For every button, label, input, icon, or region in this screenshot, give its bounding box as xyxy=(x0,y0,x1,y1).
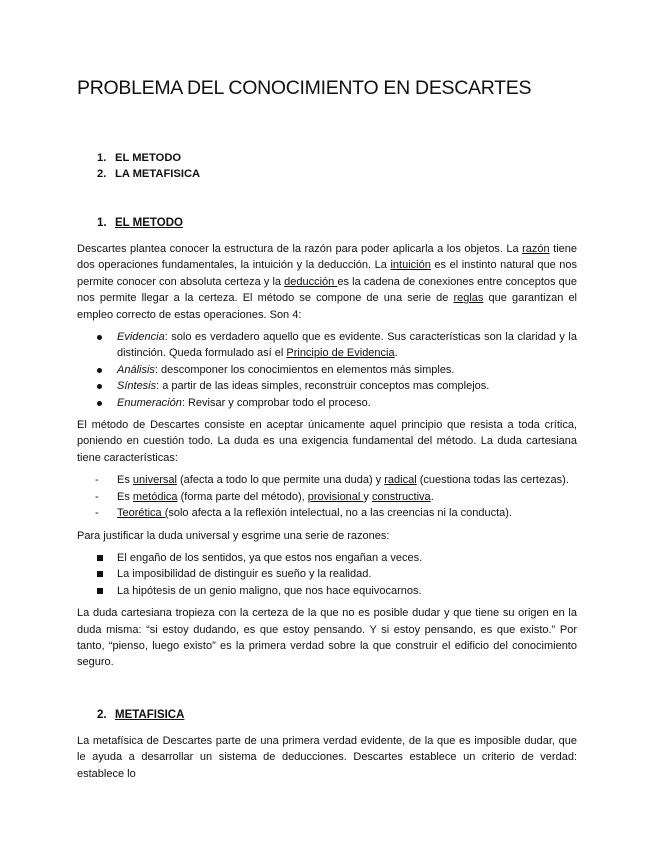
list-item: - Teorética (solo afecta a la reflexión intelectual, no a las creencias ni la conducta). xyxy=(77,505,577,521)
dash-icon: - xyxy=(95,507,99,520)
dash-icon: - xyxy=(95,490,99,503)
paragraph: La metafísica de Descartes parte de una primera verdad evidente, de la que es imposible dudar, que le ayuda a desarrollar un sistema de deducciones. Descartes establece un criterio de verdad: establece lo xyxy=(77,735,577,780)
section-heading-metafisica xyxy=(97,709,184,721)
bullet-icon xyxy=(97,384,102,389)
section-title: EL METODO xyxy=(115,217,183,229)
paragraph: La duda cartesiana tropieza con la certeza de la que no es posible dudar y que tiene su origen en la duda misma: “si estoy dudando, es que estoy pensando. Y si estoy pensando, es que existo.” Por tanto, “pienso, luego existo” es la primera verdad sobre la que construir el edificio del conocimiento seguro. xyxy=(77,607,577,669)
reasons-list xyxy=(77,550,577,599)
characteristics-list xyxy=(77,472,577,521)
toc-item xyxy=(97,150,200,166)
list-item: El engaño de los sentidos, ya que estos nos engañan a veces. xyxy=(77,550,577,566)
page-title: PROBLEMA DEL CONOCIMIENTO EN DESCARTES xyxy=(77,77,532,99)
bullet-icon xyxy=(97,335,102,340)
section-title: METAFISICA xyxy=(115,709,185,721)
list-item: Síntesis: a partir de las ideas simples, reconstruir conceptos mas complejos. xyxy=(77,378,577,394)
list-item: Evidencia: solo es verdadero aquello que es evidente. Sus características son la claridad y la distinción. Queda formulado así el Principio de Evidencia. xyxy=(77,329,577,362)
section-heading-metodo xyxy=(97,217,183,229)
list-item: Enumeración: Revisar y comprobar todo el proceso. xyxy=(77,395,577,411)
table-of-contents xyxy=(97,150,200,182)
toc-label: LA METAFISICA xyxy=(115,168,201,180)
toc-label: EL METODO xyxy=(115,152,182,164)
toc-item xyxy=(97,166,200,182)
list-item: Análisis: descomponer los conocimientos en elementos más simples. xyxy=(77,362,577,378)
square-bullet-icon xyxy=(97,588,103,594)
paragraph: Descartes plantea conocer la estructura de la razón para poder aplicarla a los objetos. La razón tiene dos operaciones fundamentales, la intuición y la deducción. La intuición es el instinto natural que nos permite conocer con absoluta certeza y la deducción es la cadena de conexiones entre conceptos que nos permite llegar a la certeza. El método se compone de una serie de reglas que garantizan el empleo correcto de estas operaciones. Son 4: xyxy=(77,243,578,321)
section-body-metafisica xyxy=(77,733,577,788)
paragraph: Para justificar la duda universal y esgrime una serie de razones: xyxy=(77,529,390,542)
toc-number: 1. xyxy=(97,152,107,164)
list-item: - Es metódica (forma parte del método), provisional y constructiva. xyxy=(77,489,577,505)
square-bullet-icon xyxy=(97,555,103,561)
section-number: 1. xyxy=(97,217,107,229)
paragraph: El método de Descartes consiste en aceptar únicamente aquel principio que resista a toda crítica, poniendo en cuestión todo. La duda es una exigencia fundamental del método. La duda cartesiana tiene características: xyxy=(77,419,577,464)
list-item: La imposibilidad de distinguir es sueño y la realidad. xyxy=(77,566,577,582)
section-body-metodo xyxy=(77,241,577,677)
bullet-icon xyxy=(97,368,102,373)
bullet-icon xyxy=(97,401,102,406)
dash-icon: - xyxy=(95,474,99,487)
rules-list xyxy=(77,329,577,411)
section-number: 2. xyxy=(97,709,107,721)
square-bullet-icon xyxy=(97,571,103,577)
list-item: - Es universal (afecta a todo lo que permite una duda) y radical (cuestiona todas las certezas). xyxy=(77,472,577,488)
toc-number: 2. xyxy=(97,168,107,180)
list-item: La hipótesis de un genio maligno, que nos hace equivocarnos. xyxy=(77,583,577,599)
